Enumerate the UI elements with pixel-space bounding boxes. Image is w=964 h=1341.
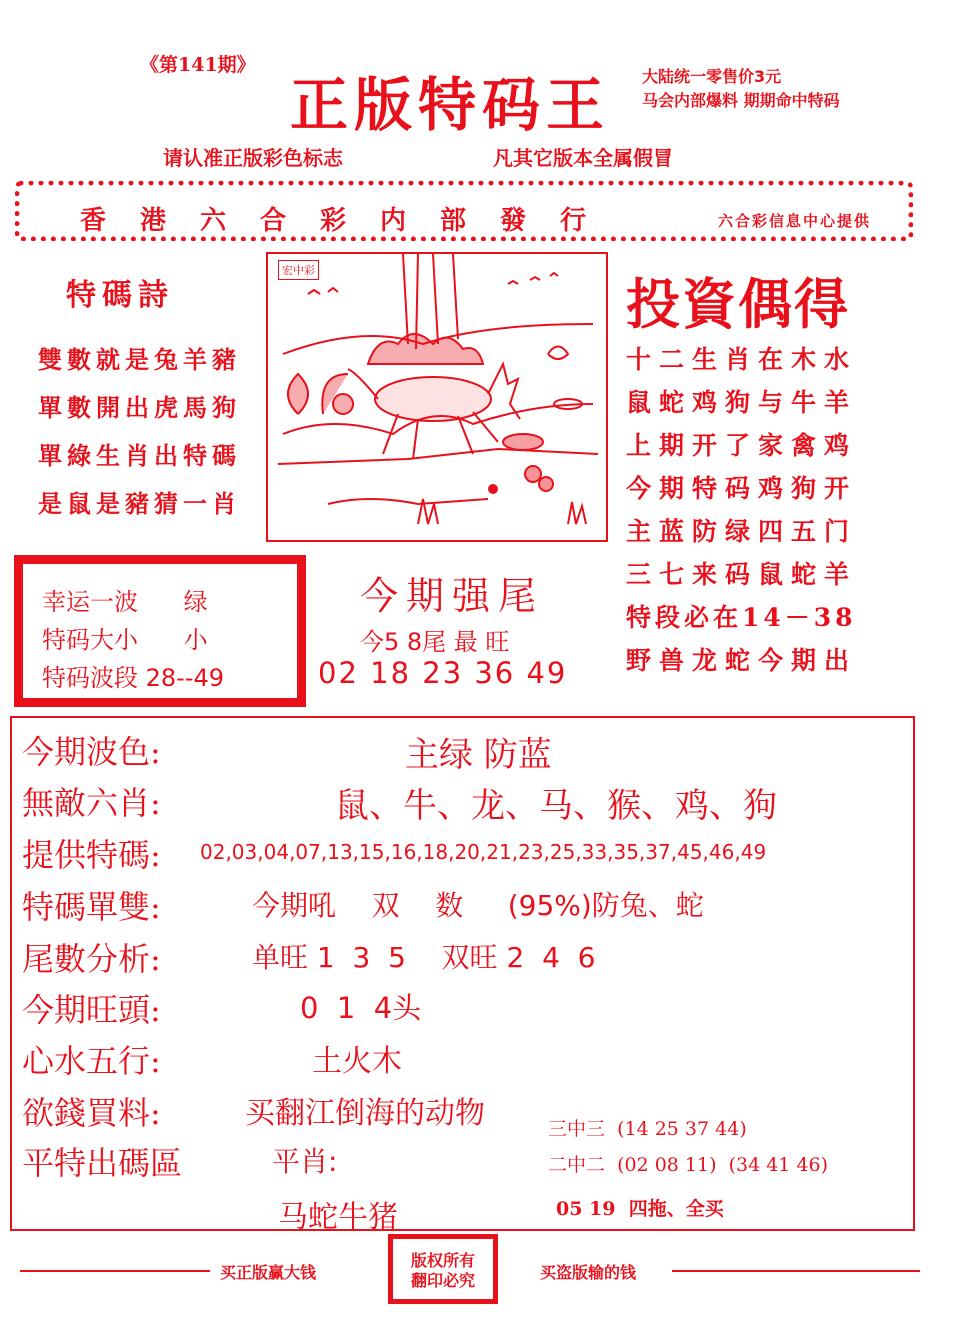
- row-value: 买翻江倒海的动物: [245, 1096, 485, 1131]
- lucky-value: 28--49: [145, 664, 225, 692]
- row-label: 平特出碼區: [22, 1144, 183, 1182]
- poem-title: 特碼詩: [66, 278, 174, 313]
- counterfeit-notice: 凡其它版本全属假冒: [493, 146, 673, 170]
- footer-right-text: 买盗版输的钱: [540, 1263, 637, 1282]
- tail-title: 今期强尾: [360, 574, 545, 618]
- lucky-label: 特码大小: [42, 626, 138, 654]
- row-value: 单旺 1 3 5 双旺 2 4 6: [252, 941, 596, 974]
- invest-line: 今期特码鸡狗开: [626, 474, 858, 503]
- invest-title: 投資偶得: [626, 272, 850, 336]
- invest-line: 特段必在14－38: [626, 603, 857, 632]
- row-label: 尾數分析:: [22, 940, 161, 978]
- row-value: 主绿 防蓝: [405, 735, 552, 775]
- row-label: 提供特碼:: [22, 836, 161, 874]
- row-value: 鼠、牛、龙、马、猴、鸡、狗: [335, 786, 777, 826]
- row-label: 欲錢買料:: [22, 1094, 161, 1132]
- row-value: 土火木: [312, 1044, 402, 1079]
- poem-line: 單綠生肖出特碼: [38, 441, 241, 470]
- row-value: 平肖:: [272, 1145, 338, 1178]
- drag-numbers: 05 19 四拖、全买: [556, 1198, 724, 1220]
- row-value: 02,03,04,07,13,15,16,18,20,21,23,25,33,35,37,45,46,49: [200, 840, 767, 864]
- row-label: 心水五行:: [22, 1042, 161, 1080]
- seal-stamp: 宏中彩: [278, 260, 319, 280]
- poem-line: 是鼠是豬猜一肖: [38, 489, 241, 518]
- copyright-box: [388, 1234, 498, 1304]
- row-value: 今期吼 双 数 (95%)防兔、蛇: [252, 889, 704, 922]
- tail-subtitle: 今5 8尾 最 旺: [360, 628, 510, 656]
- poem-line: 單數開出虎馬狗: [38, 393, 241, 422]
- footer-left-text: 买正版赢大钱: [220, 1263, 317, 1282]
- row-label: 無敵六肖:: [22, 784, 161, 822]
- price-text: 大陆统一零售价3元: [642, 67, 782, 86]
- footer-divider: [672, 1270, 920, 1272]
- lucky-value: 小: [183, 626, 208, 654]
- deer-landscape-illustration: [268, 254, 606, 540]
- copyright-line: 翻印必究: [410, 1271, 475, 1290]
- tagline-text: 马会内部爆料 期期命中特码: [642, 91, 840, 110]
- row-label: 特碼單雙:: [22, 888, 161, 926]
- invest-line: 十二生肖在木水: [626, 345, 858, 374]
- invest-line: 主蓝防绿四五门: [626, 517, 858, 546]
- lucky-label: 幸运一波: [42, 588, 138, 616]
- lucky-value: 绿: [183, 588, 208, 616]
- invest-line: 鼠蛇鸡狗与牛羊: [626, 388, 858, 417]
- banner-title: 香港六合彩内部發行: [80, 206, 621, 236]
- issue-number: 《第141期》: [140, 54, 256, 76]
- flat-zodiac: 马蛇牛猪: [278, 1200, 398, 1235]
- lucky-row: [42, 620, 208, 655]
- poem-line: 雙數就是兔羊豬: [38, 345, 241, 374]
- tail-numbers: 02 18 23 36 49: [318, 656, 568, 690]
- lucky-row: [42, 582, 208, 617]
- invest-line: 野兽龙蛇今期出: [626, 646, 858, 675]
- row-label: 今期波色:: [22, 733, 161, 771]
- two-in-two: 二中二 (02 08 11) (34 41 46): [548, 1154, 829, 1176]
- invest-line: 上期开了家禽鸡: [626, 431, 858, 460]
- three-in-three: 三中三 (14 25 37 44): [548, 1118, 747, 1140]
- lucky-label: 特码波段: [42, 664, 138, 692]
- authentic-notice: 请认准正版彩色标志: [163, 146, 343, 170]
- page-title: 正版特码王: [290, 71, 611, 139]
- illustration-frame: [266, 252, 608, 542]
- footer-divider: [20, 1270, 210, 1272]
- row-label: 今期旺頭:: [22, 991, 161, 1029]
- banner-source: 六合彩信息中心提供: [718, 212, 872, 230]
- row-value: 0 1 4头: [300, 991, 422, 1025]
- copyright-line: 版权所有: [410, 1251, 475, 1270]
- lucky-row: [42, 658, 224, 693]
- invest-line: 三七来码鼠蛇羊: [626, 560, 858, 589]
